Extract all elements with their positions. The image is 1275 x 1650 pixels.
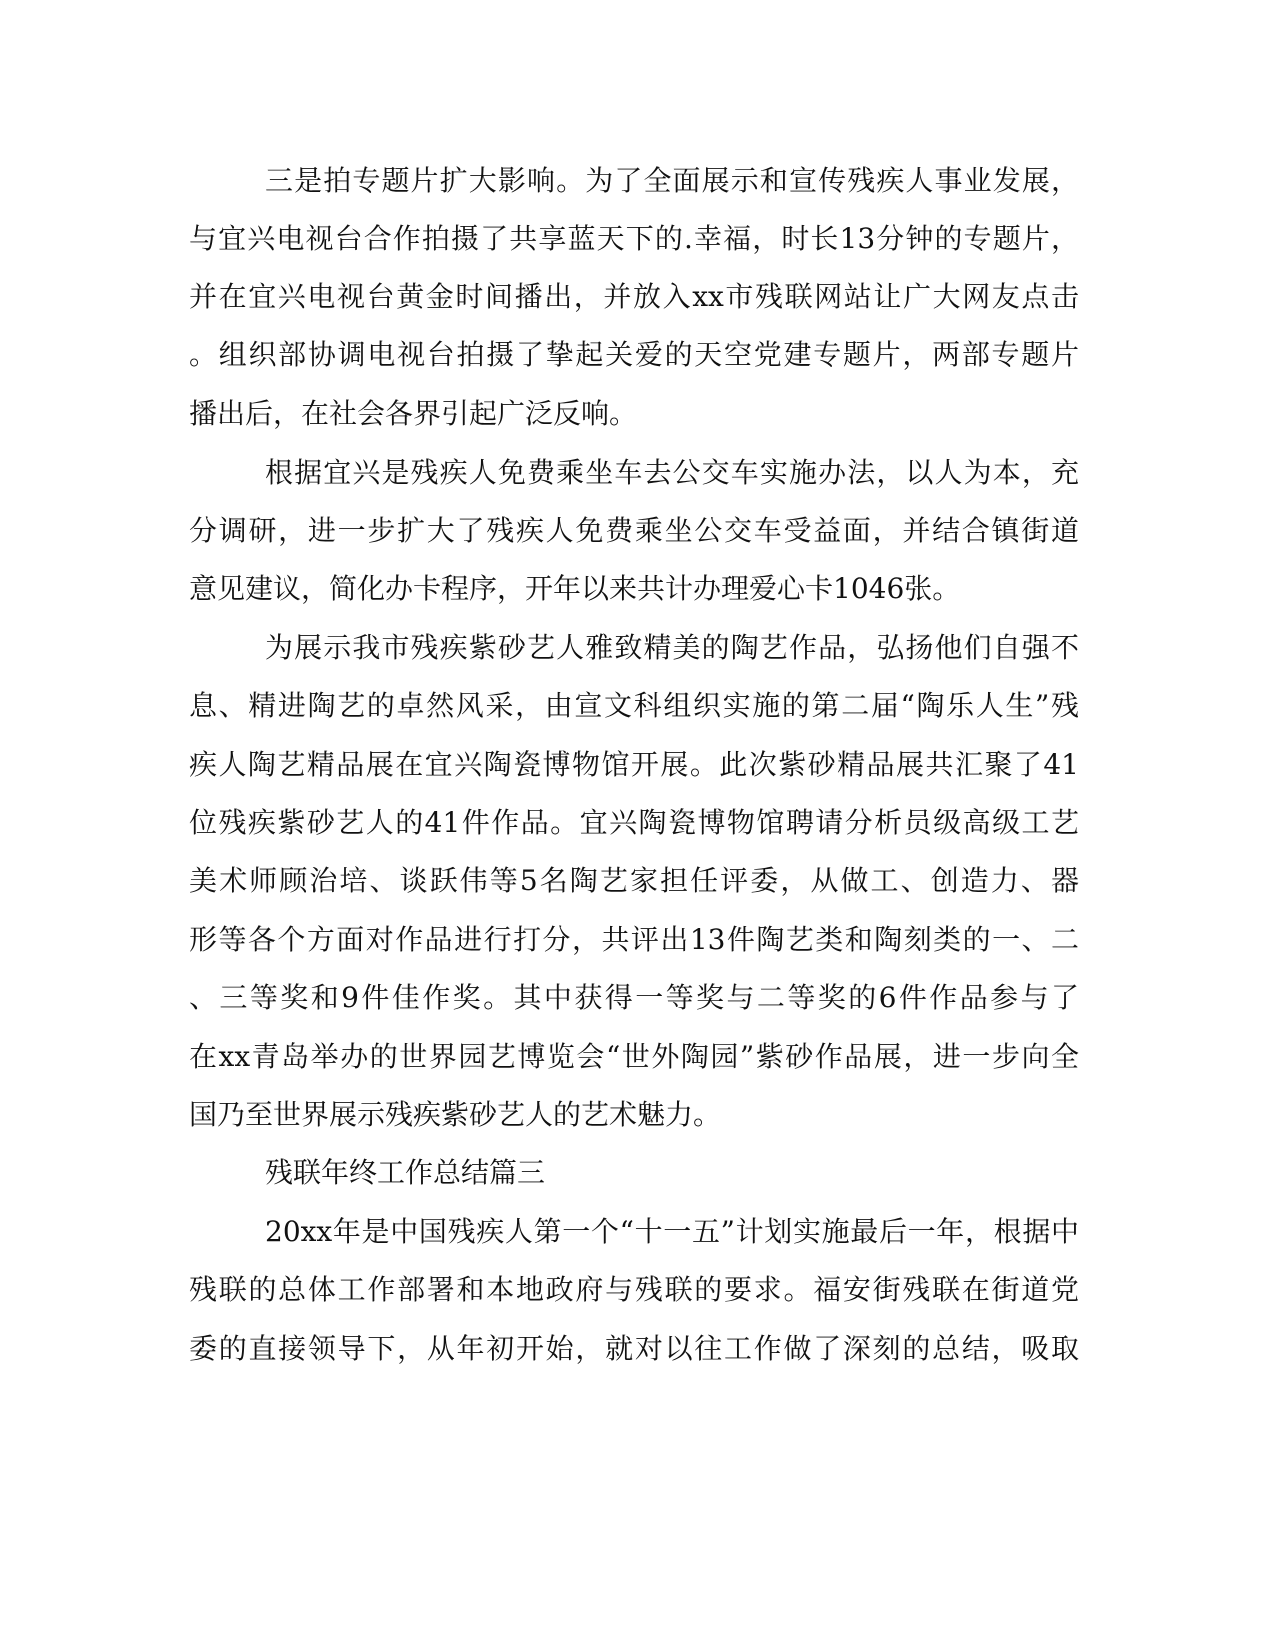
paragraph-line: 为展示我市残疾紫砂艺人雅致精美的陶艺作品，弘扬他们自强不 <box>265 631 1079 664</box>
paragraph-line: 委的直接领导下，从年初开始，就对以往工作做了深刻的总结，吸取 <box>189 1332 1079 1365</box>
paragraph-line: 残联的总体工作部署和本地政府与残联的要求。福安街残联在街道党 <box>189 1273 1079 1306</box>
paragraph-line: 20xx年是中国残疾人第一个“十一五”计划实施最后一年，根据中 <box>265 1215 1079 1248</box>
paragraph-line: 美术师顾治培、谈跃伟等5名陶艺家担任评委，从做工、创造力、器 <box>189 864 1079 897</box>
paragraph-line: 在xx青岛举办的世界园艺博览会“世外陶园”紫砂作品展，进一步向全 <box>189 1040 1079 1073</box>
paragraph-line: 根据宜兴是残疾人免费乘坐车去公交车实施办法，以人为本，充 <box>265 456 1079 489</box>
paragraph-line: 意见建议，简化办卡程序，开年以来共计办理爱心卡1046张。 <box>189 572 961 605</box>
paragraph-line: 疾人陶艺精品展在宜兴陶瓷博物馆开展。此次紫砂精品展共汇聚了41 <box>189 748 1079 781</box>
paragraph-line: 、三等奖和9件佳作奖。其中获得一等奖与二等奖的6件作品参与了 <box>189 981 1079 1014</box>
paragraph-line: 息、精进陶艺的卓然风采，由宣文科组织实施的第二届“陶乐人生”残 <box>189 689 1079 722</box>
paragraph-line: 位残疾紫砂艺人的41件作品。宜兴陶瓷博物馆聘请分析员级高级工艺 <box>189 806 1079 839</box>
paragraph-line: 。组织部协调电视台拍摄了挚起关爱的天空党建专题片，两部专题片 <box>189 338 1079 371</box>
paragraph-line: 形等各个方面对作品进行打分，共评出13件陶艺类和陶刻类的一、二 <box>189 923 1079 956</box>
section-heading: 残联年终工作总结篇三 <box>265 1156 546 1189</box>
paragraph-line: 国乃至世界展示残疾紫砂艺人的艺术魅力。 <box>189 1098 722 1131</box>
paragraph-line: 并在宜兴电视台黄金时间播出，并放入xx市残联网站让广大网友点击 <box>189 280 1079 313</box>
paragraph-line: 播出后，在社会各界引起广泛反响。 <box>189 397 638 430</box>
paragraph-line: 三是拍专题片扩大影响。为了全面展示和宣传残疾人事业发展， <box>265 164 1079 197</box>
paragraph-line: 分调研，进一步扩大了残疾人免费乘坐公交车受益面，并结合镇街道 <box>189 514 1079 547</box>
paragraph-line: 与宜兴电视台合作拍摄了共享蓝天下的.幸福，时长13分钟的专题片， <box>189 222 1079 255</box>
